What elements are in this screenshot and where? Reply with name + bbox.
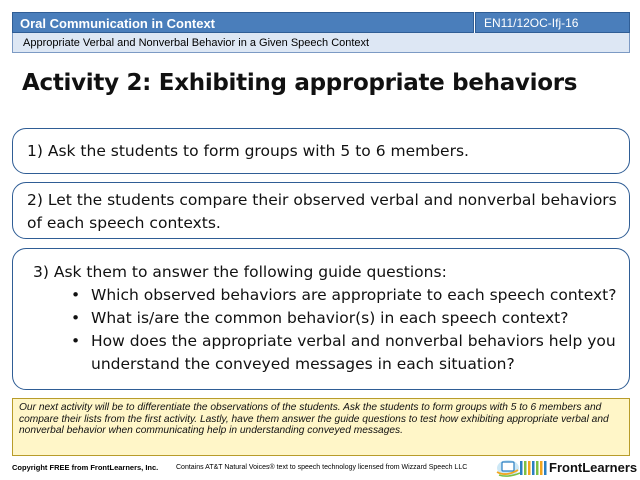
guide-questions-list	[33, 284, 619, 376]
page-title: Activity 2: Exhibiting appropriate behaviors	[22, 70, 578, 96]
step-1-text: 1) Ask the students to form groups with 5 to 6 members.	[27, 142, 469, 160]
bullet-icon: •	[71, 332, 81, 350]
bullet-icon: •	[71, 309, 81, 327]
teacher-note: Our next activity will be to differentiate the observations of the students. Ask the students to form groups with 5 to 6 members and compare their lists from the first activity. Lastly, have them answer the guide questions to test how exhibiting appropriate verbal and nonverbal behavior when communicating help in understanding conveyed messages.	[12, 398, 630, 456]
copyright-text: Copyright FREE from FrontLearners, Inc.	[12, 463, 159, 472]
course-title: Oral Communication in Context	[12, 12, 474, 33]
step-2-text: 2) Let the students compare their observed verbal and nonverbal behaviors of each speech contexts.	[27, 191, 617, 232]
step-box-3	[12, 248, 630, 390]
guide-question: • What is/are the common behavior(s) in each speech context?	[33, 307, 619, 330]
voices-credit: Contains AT&T Natural Voices® text to speech technology licensed from Wizzard Speech LLC	[176, 464, 468, 471]
lesson-subtitle: Appropriate Verbal and Nonverbal Behavior in a Given Speech Context	[12, 33, 630, 53]
step-box-2	[12, 182, 630, 239]
bullet-icon: •	[71, 286, 81, 304]
guide-question: • How does the appropriate verbal and nonverbal behaviors help you understand the conveyed messages in each situation?	[71, 332, 616, 373]
brand-name: FrontLearners	[549, 460, 638, 475]
course-code: EN11/12OC-Ifj-16	[475, 12, 630, 33]
step-3-text: 3) Ask them to answer the following guide questions:	[33, 263, 447, 281]
guide-question: • Which observed behaviors are appropriate to each speech context?	[33, 284, 619, 307]
step-box-1	[12, 128, 630, 174]
